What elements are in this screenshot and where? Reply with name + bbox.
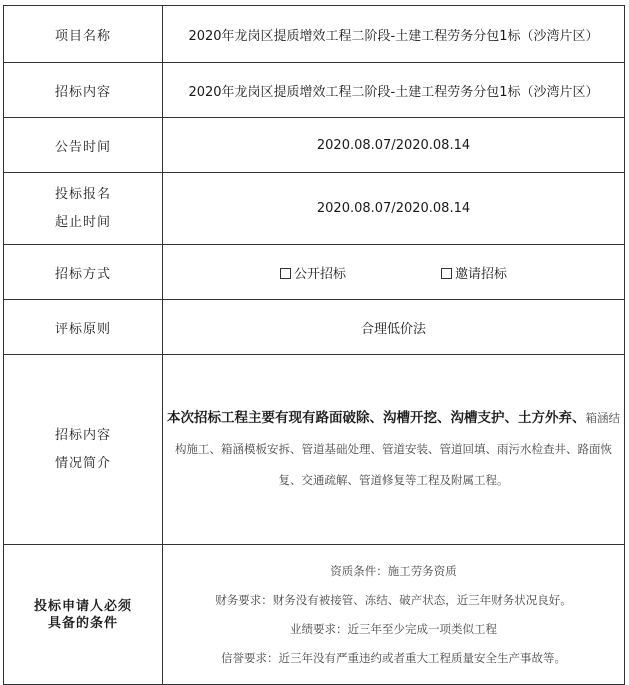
row-bid-period bbox=[4, 173, 625, 245]
requirements-label-line2: 具备的条件 bbox=[47, 615, 118, 631]
bid-period-label bbox=[4, 173, 163, 245]
summary-rest-text: 箱涵结构施工、箱涵模板安拆、管道基础处理、管道安装、管道回填、雨污水检查井、路面恢复、交通疏解、管道修复等工程及附属工程。 bbox=[175, 411, 620, 487]
notice-time-value: 2020.08.07/2020.08.14 bbox=[163, 118, 625, 173]
row-evaluation bbox=[4, 300, 625, 355]
tender-content-label: 招标内容 bbox=[4, 63, 163, 118]
project-name-label: 项目名称 bbox=[4, 6, 163, 63]
bid-period-label-line2: 起止时间 bbox=[54, 214, 111, 230]
requirement-qualification: 资质条件：施工劳务资质 bbox=[330, 563, 457, 578]
project-name-value: 2020年龙岗区提质增效工程二阶段-土建工程劳务分包1标（沙湾片区） bbox=[163, 6, 625, 63]
summary-value bbox=[163, 355, 625, 545]
summary-lead-text: 本次招标工程主要有现有路面破除、沟槽开挖、沟槽支护、土方外弃、 bbox=[167, 410, 586, 426]
notice-time-label: 公告时间 bbox=[4, 118, 163, 173]
evaluation-value: 合理低价法 bbox=[163, 300, 625, 355]
requirements-label bbox=[4, 545, 163, 685]
row-tender-method bbox=[4, 245, 625, 300]
requirement-finance: 财务要求：财务没有被接管、冻结、破产状态，近三年财务状况良好。 bbox=[215, 592, 572, 607]
summary-label bbox=[4, 355, 163, 545]
row-tender-content bbox=[4, 63, 625, 118]
invited-tender-checkbox[interactable] bbox=[441, 268, 452, 279]
open-tender-label: 公开招标 bbox=[293, 266, 346, 282]
requirements-label-line1: 投标申请人必须 bbox=[33, 598, 132, 614]
requirement-performance: 业绩要求：近三年至少完成一项类似工程 bbox=[290, 621, 497, 636]
evaluation-label: 评标原则 bbox=[4, 300, 163, 355]
bid-period-label-line1: 投标报名 bbox=[54, 186, 111, 202]
open-tender-option[interactable] bbox=[280, 263, 346, 282]
tender-method-label: 招标方式 bbox=[4, 245, 163, 300]
row-project-name bbox=[4, 6, 625, 63]
requirement-credit: 信誉要求：近三年没有严重违约或者重大工程质量安全生产事故等。 bbox=[221, 650, 566, 665]
summary-label-line1: 招标内容 bbox=[54, 427, 111, 443]
open-tender-checkbox[interactable] bbox=[280, 268, 291, 279]
invited-tender-label: 邀请招标 bbox=[455, 266, 508, 282]
row-summary bbox=[4, 355, 625, 545]
tender-content-value: 2020年龙岗区提质增效工程二阶段-土建工程劳务分包1标（沙湾片区） bbox=[163, 63, 625, 118]
summary-label-line2: 情况简介 bbox=[54, 455, 111, 471]
requirements-value bbox=[163, 545, 625, 685]
tender-method-value bbox=[163, 245, 625, 300]
tender-notice-table bbox=[3, 5, 625, 685]
row-requirements bbox=[4, 545, 625, 685]
invited-tender-option[interactable] bbox=[441, 263, 507, 282]
bid-period-value: 2020.08.07/2020.08.14 bbox=[163, 173, 625, 245]
row-notice-time bbox=[4, 118, 625, 173]
